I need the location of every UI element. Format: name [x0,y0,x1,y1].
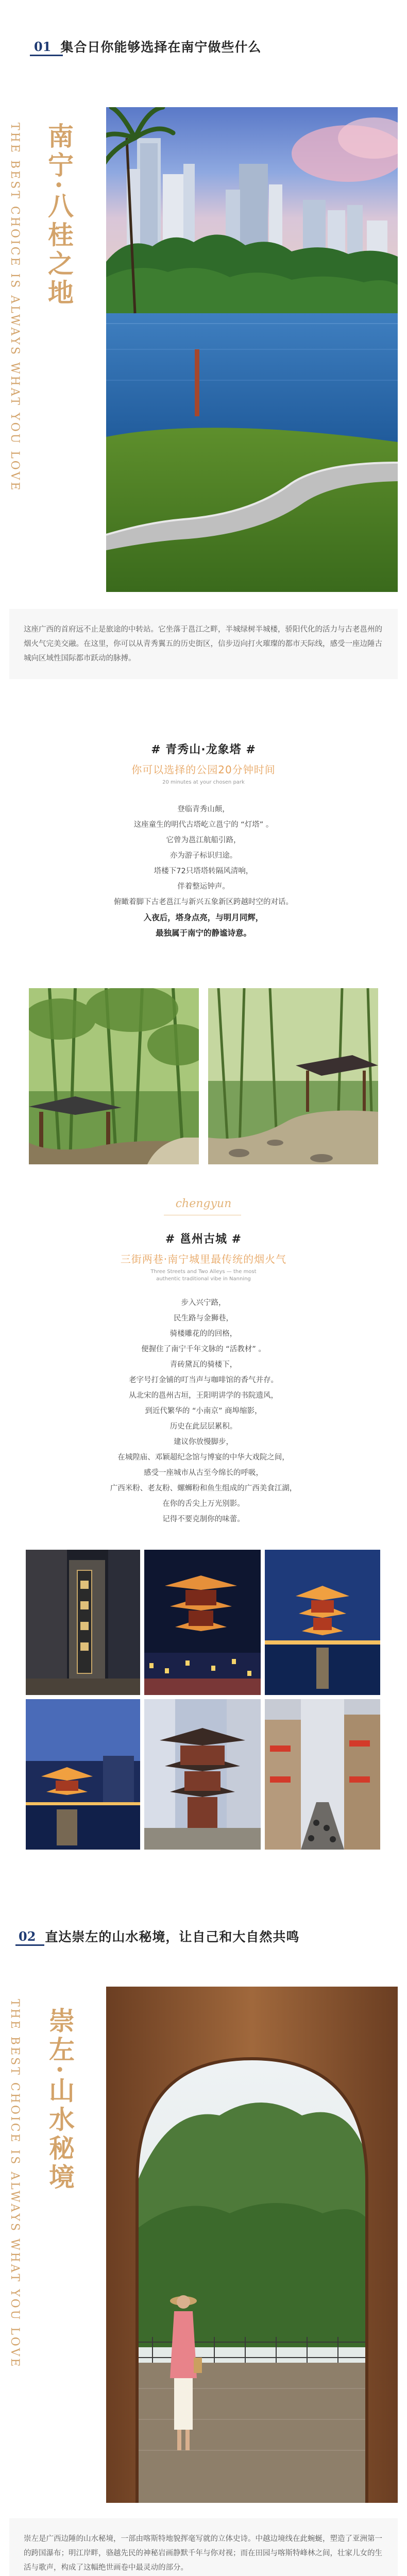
pagoda-day-illustration [144,1699,261,1850]
bamboo-path-illustration [208,988,378,1164]
spot2-line: 记得不要克制你的味蕾。 [162,1515,245,1523]
spot2-en-line: authentic traditional vibe in Nanning [156,1276,251,1282]
section1-vertical-title: 南宁·八桂之地 [44,123,74,308]
spot2-subtitle: 三街两巷·南宁城里最传统的烟火气 [120,1253,287,1265]
old-street-photo [265,1699,380,1850]
section1-underline [30,55,63,56]
spot1-subtitle-en: 20 minutes at your chosen park [162,779,245,785]
section2-title: 直达崇左的山水秘境，让自己和大自然共鸣 [45,1929,300,1944]
night-street-photo [26,1550,140,1695]
spot2-line: 骑楼雕花的的回格， [169,1330,238,1338]
pagoda-day-photo [144,1699,261,1850]
spot2-line: 步入兴宁路， [181,1299,226,1307]
section1-intro-box [9,609,398,679]
spot2-line: 在城隍庙、邓颖超纪念馆与博宴的中华大戏院之间， [117,1453,290,1462]
spot1-line: 伴着整运钟声。 [177,883,230,891]
night-pagoda-city-photo [144,1550,261,1695]
spot2-line: 便握住了南宁千年文脉的 “活教材” 。 [141,1345,266,1353]
night-street-illustration [26,1550,140,1695]
bamboo-pavilion-photo [29,988,199,1164]
spot2-line: 从北宋的邕州古垣，王阳明讲学的书院遗风， [129,1392,278,1400]
spot2-en-line: Three Streets and Two Alleys — the most [150,1269,257,1275]
spot1-line: 俯瞰着脚下古老邕江与新兴五象新区跨越时空的对话。 [114,898,293,906]
spot1-bold-line: 入夜后，塔身点亮，与明月同辉， [143,913,264,922]
chongzuo-arch-illustration [106,1987,398,2503]
spot2-line: 民生路与金狮巷， [174,1314,233,1323]
section1-title: 集合日你能够选择在南宁做些什么 [60,40,262,55]
section1-number: 01 [34,39,52,54]
section1-number-wrap [34,39,51,54]
section2-vertical-title: 崇左·山水秘境 [45,2007,75,2193]
old-street-illustration [265,1699,380,1850]
spot2-line: 到近代繁华的 “小南京” 商埠缩影， [145,1407,262,1415]
section1-header [0,37,407,56]
bamboo-path-photo [208,988,378,1164]
section1-intro-text: 这座广西的首府远不止是旅途的中转站。它坐落于邕江之畔，半城绿树半城楼，骄阳代化的活力与古老邕州的烟火气完美交融。在这里，你可以从青秀翼五的历史街区，信步迈向打火璀璨的都市天际线，感受一座边陲古城向区域性国际都市跃动的脉搏。 [24,625,382,663]
section2-vertical-slogan: THE BEST CHOICE IS ALWAYS WHAT YOU LOVE [8,1999,21,2369]
spot2-subtitle-en [0,1268,407,1283]
spot1-bold-line: 最独属于南宁的静谧诗意。 [155,928,251,938]
spot2-script-title: chengyun [175,1197,232,1210]
spot2-line: 建议你放慢脚步， [174,1438,233,1446]
spot2-line: 历史在此层层累积。 [169,1422,238,1431]
nanning-city-lake-photo [106,107,398,592]
bamboo-pavilion-illustration [29,988,199,1164]
spot1-line: 塔楼下72只塔塔转隔风清响， [154,867,253,875]
spot1-line: 它曾为邕江航船引路， [166,836,241,844]
spot2-poem [0,1295,407,1527]
nanning-city-lake-illustration [106,107,398,592]
section1-vertical-slogan: THE BEST CHOICE IS ALWAYS WHAT YOU LOVE [8,123,21,493]
spot1-subtitle: 你可以选择的公园20分钟时间 [131,764,276,776]
spot2-line: 在你的舌尖上万光别影。 [162,1500,245,1508]
section2-number: 02 [19,1928,36,1944]
spot2-line: 老字号打金铺的叮当声与咖啡馆的香气并存。 [129,1376,278,1384]
night-waterfront-photo [26,1699,140,1850]
spot1-line: 亦为游子标识归途。 [169,852,238,860]
spot1-line: 登临青秀山颠， [177,805,230,814]
spot1-title: # 青秀山·龙象塔 # [151,743,256,756]
night-waterfront-illustration [26,1699,140,1850]
spot2-line: 广西米粉、老友粉、螺蛳粉和鱼生组成的广西美食江湖， [110,1484,297,1493]
section2-intro-text: 崇左是广西边陲的山水秘境，一部由喀斯特地貌挥毫写就的立体史诗。中越边境线在此蜿蜒，塑造了亚洲第一的跨国瀑布；明江岸畔，骆越先民的神秘岩画静默千年与你对视；而在田园与喀斯特峰林之间，壮家儿女的生活与歌声，构成了这幅绝世画卷中最灵动的部分。 [24,2535,382,2572]
spot1-poem [0,802,407,941]
spot2-line: 感受一座城市从古至今绵长的呼吸， [144,1469,263,1477]
section2-intro-box [9,2518,398,2576]
spot1-line: 这座童生的明代古塔屹立邕宁的 “灯塔” 。 [133,821,274,829]
section2-underline [15,1944,44,1946]
night-pagoda-city-illustration [144,1550,261,1695]
section2-header [0,1927,407,1945]
night-pagoda-river-illustration [265,1550,380,1695]
spot2-line: 青砖黛瓦的骑楼下， [169,1361,238,1369]
chongzuo-arch-photo [106,1987,398,2503]
spot2-title: # 邕州古城 # [165,1233,242,1246]
night-pagoda-river-photo [265,1550,380,1695]
